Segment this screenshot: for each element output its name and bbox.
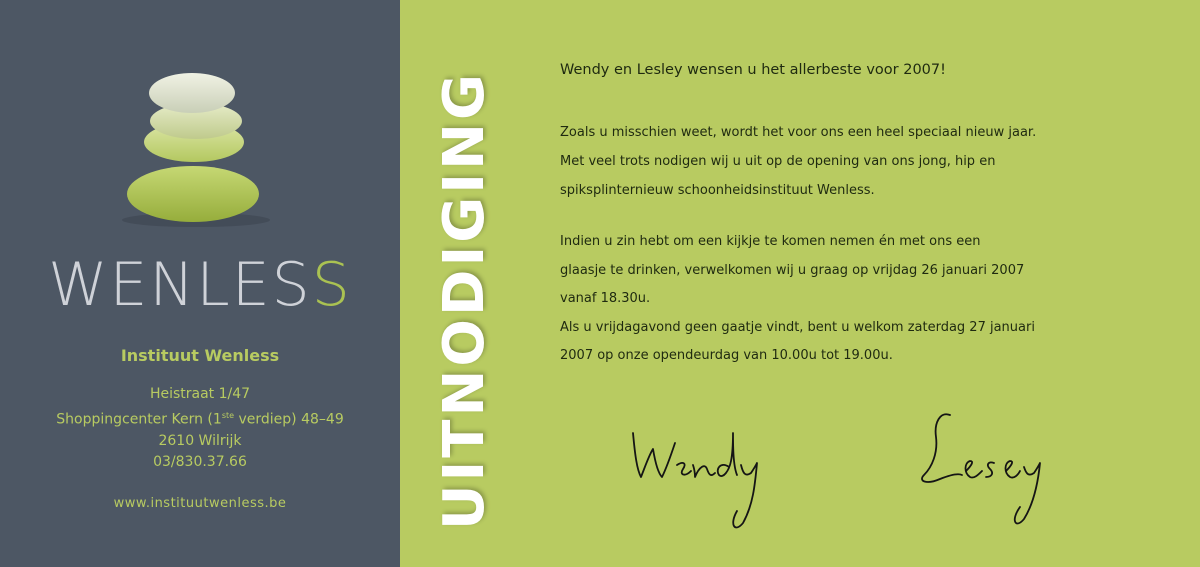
invitation-line: Indien u zin hebt om een kijkje te komen nemen én met ons een — [560, 234, 981, 249]
website-link[interactable]: www.instituutwenless.be — [113, 496, 287, 511]
address-phone: 03/830.37.66 — [153, 453, 247, 470]
address-street: Heistraat 1/47 — [149, 386, 251, 402]
announcement-line: Met veel trots nodigen wij u uit op de opening van ons jong, hip en — [560, 154, 996, 169]
invitation-heading: UITNODIGING — [432, 71, 497, 530]
address-center-sup: ste — [221, 411, 235, 420]
address-city: 2610 Wilrijk — [158, 432, 242, 449]
announcement-line: Zoals u misschien weet, wordt het voor ons een heel speciaal nieuw jaar. — [560, 125, 1037, 140]
brand-name-main: WENLES — [48, 250, 312, 320]
announcement-line: spiksplinternieuw schoonheidsinstituut Wenless. — [560, 183, 875, 198]
paragraph-invitation — [560, 228, 1160, 371]
address-center-prefix: Shoppingcenter Kern (1 — [56, 411, 222, 428]
stacked-stones-icon — [118, 68, 288, 228]
address-block — [0, 384, 400, 473]
greeting-text: Wendy en Lesley wensen u het allerbeste voor 2007! — [560, 62, 946, 78]
invitation-line: 2007 op onze opendeurdag van 10.00u tot 19.00u. — [560, 348, 893, 363]
paragraph-announcement — [560, 118, 1160, 205]
address-center-suffix: verdiep) 48–49 — [234, 411, 344, 428]
signature-lesley — [910, 405, 1060, 535]
invitation-line: Als u vrijdagavond geen gaatje vindt, bent u welkom zaterdag 27 januari — [560, 319, 1035, 335]
institute-name: Instituut Wenless — [120, 346, 280, 365]
signature-wendy — [625, 415, 765, 535]
brand-name-last: S — [311, 250, 352, 320]
address-center — [0, 405, 400, 431]
invitation-line: vanaf 18.30u. — [560, 291, 651, 306]
invitation-line: glaasje te drinken, verwelkomen wij u graag op vrijdag 26 januari 2007 — [560, 262, 1025, 278]
brand-logo-text — [0, 250, 400, 320]
contact-panel — [0, 0, 400, 567]
